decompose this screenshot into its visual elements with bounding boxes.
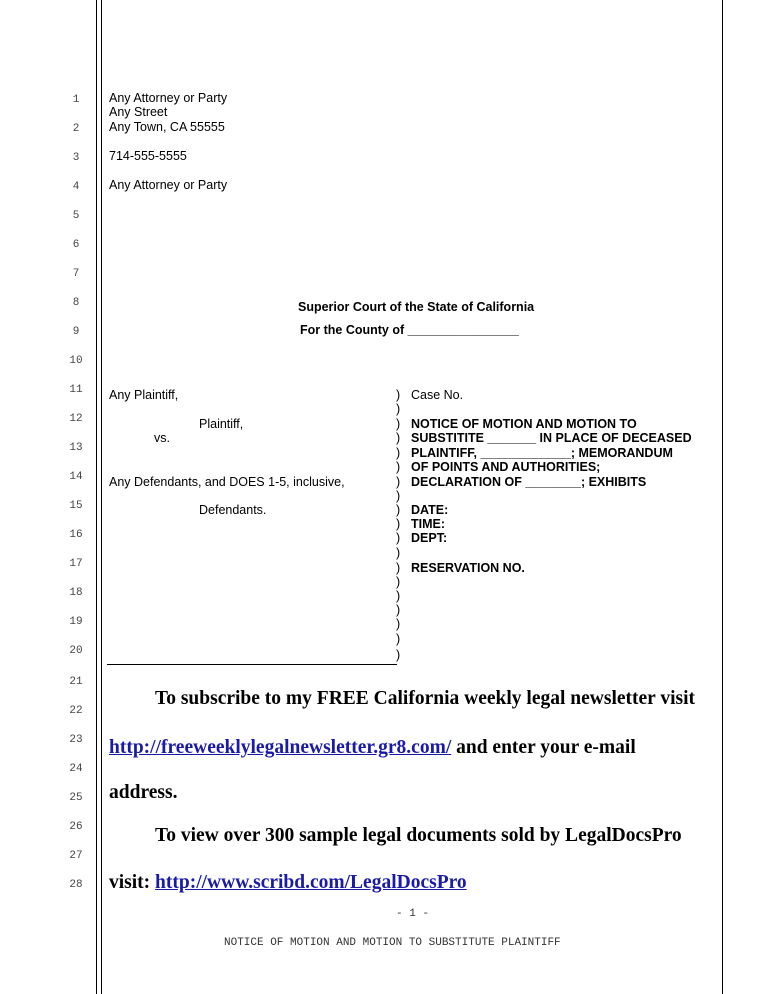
attorney-street: Any Street <box>109 105 168 119</box>
line-number: 7 <box>72 268 80 280</box>
line-number: 1 <box>72 94 80 106</box>
caption-paren: ) <box>396 388 401 402</box>
caption-paren: ) <box>396 446 401 460</box>
caption-paren: ) <box>396 402 401 416</box>
line-number: 14 <box>69 471 83 483</box>
line-number: 17 <box>69 558 83 570</box>
plaintiff-role: Plaintiff, <box>199 417 244 431</box>
caption-paren: ) <box>396 531 401 545</box>
caption-paren: ) <box>396 575 401 589</box>
line-number: 22 <box>69 705 83 717</box>
samples-paragraph-line1: To view over 300 sample legal documents sold by LegalDocsPro <box>155 825 682 846</box>
caption-paren: ) <box>396 489 401 503</box>
caption-paren: ) <box>396 417 401 431</box>
line-number: 9 <box>72 326 80 338</box>
defendants-role: Defendants. <box>199 503 267 517</box>
attorney-city: Any Town, CA 55555 <box>109 120 225 134</box>
newsletter-paragraph-line2 <box>109 737 636 759</box>
line-number: 18 <box>69 587 83 599</box>
line-number: 28 <box>69 879 83 891</box>
page-number: - 1 - <box>396 908 430 920</box>
document-title-line: OF POINTS AND AUTHORITIES; <box>411 460 601 474</box>
caption-paren: ) <box>396 546 401 560</box>
hearing-time: TIME: <box>411 517 446 531</box>
newsletter-paragraph-line3: address. <box>109 782 178 803</box>
caption-paren: ) <box>396 648 401 662</box>
plaintiff-name: Any Plaintiff, <box>109 388 179 402</box>
attorney-phone: 714-555-5555 <box>109 149 187 163</box>
line-number: 15 <box>69 500 83 512</box>
attorney-name: Any Attorney or Party <box>109 91 228 105</box>
line-number: 24 <box>69 763 83 775</box>
line-number: 27 <box>69 850 83 862</box>
line-number: 3 <box>72 152 80 164</box>
document-title-line: NOTICE OF MOTION AND MOTION TO <box>411 417 637 431</box>
samples-paragraph-line2 <box>109 872 467 894</box>
attorney-for: Any Attorney or Party <box>109 178 228 192</box>
court-name: Superior Court of the State of California <box>298 300 535 314</box>
caption-paren: ) <box>396 589 401 603</box>
line-number: 20 <box>69 645 83 657</box>
document-title-line: SUBSTITITE _______ IN PLACE OF DECEASED <box>411 431 692 445</box>
right-margin-rule <box>722 0 723 994</box>
caption-paren: ) <box>396 517 401 531</box>
case-number: Case No. <box>411 388 464 402</box>
scribd-link[interactable]: http://www.scribd.com/LegalDocsPro <box>155 872 467 893</box>
caption-paren: ) <box>396 603 401 617</box>
document-title-line: PLAINTIFF, _____________; MEMORANDUM <box>411 446 673 460</box>
reservation-number: RESERVATION NO. <box>411 561 525 575</box>
newsletter-link[interactable]: http://freeweeklylegalnewsletter.gr8.com/ <box>109 737 452 758</box>
newsletter-text-rest: and enter your e-mail <box>456 737 636 758</box>
left-margin-rule-inner <box>101 0 102 994</box>
document-title-line: DECLARATION OF ________; EXHIBITS <box>411 475 647 489</box>
line-number: 11 <box>69 384 83 396</box>
newsletter-paragraph-line1: To subscribe to my FREE California weekly legal newsletter visit <box>155 688 696 709</box>
line-number: 12 <box>69 413 83 425</box>
caption-paren: ) <box>396 632 401 646</box>
line-number: 21 <box>69 676 83 688</box>
samples-prefix: visit: <box>109 872 151 893</box>
caption-paren: ) <box>396 460 401 474</box>
line-number: 13 <box>69 442 83 454</box>
caption-paren: ) <box>396 561 401 575</box>
caption-paren: ) <box>396 617 401 631</box>
court-county: For the County of ________________ <box>300 323 519 337</box>
line-number: 16 <box>69 529 83 541</box>
footer-title: NOTICE OF MOTION AND MOTION TO SUBSTITUTE PLAINTIFF <box>224 937 561 949</box>
hearing-date: DATE: <box>411 503 449 517</box>
defendants-name: Any Defendants, and DOES 1-5, inclusive, <box>109 475 345 489</box>
line-number: 19 <box>69 616 83 628</box>
line-number: 4 <box>72 181 80 193</box>
versus: vs. <box>154 431 170 445</box>
line-number: 6 <box>72 239 80 251</box>
caption-paren: ) <box>396 503 401 517</box>
line-number: 26 <box>69 821 83 833</box>
line-number: 10 <box>69 355 83 367</box>
line-number: 5 <box>72 210 80 222</box>
caption-underline <box>107 664 397 665</box>
line-number: 8 <box>72 297 80 309</box>
caption-paren: ) <box>396 431 401 445</box>
left-margin-rule-outer <box>96 0 97 994</box>
hearing-dept: DEPT: <box>411 531 448 545</box>
caption-paren: ) <box>396 475 401 489</box>
line-number: 2 <box>72 123 80 135</box>
line-number: 23 <box>69 734 83 746</box>
line-number: 25 <box>69 792 83 804</box>
